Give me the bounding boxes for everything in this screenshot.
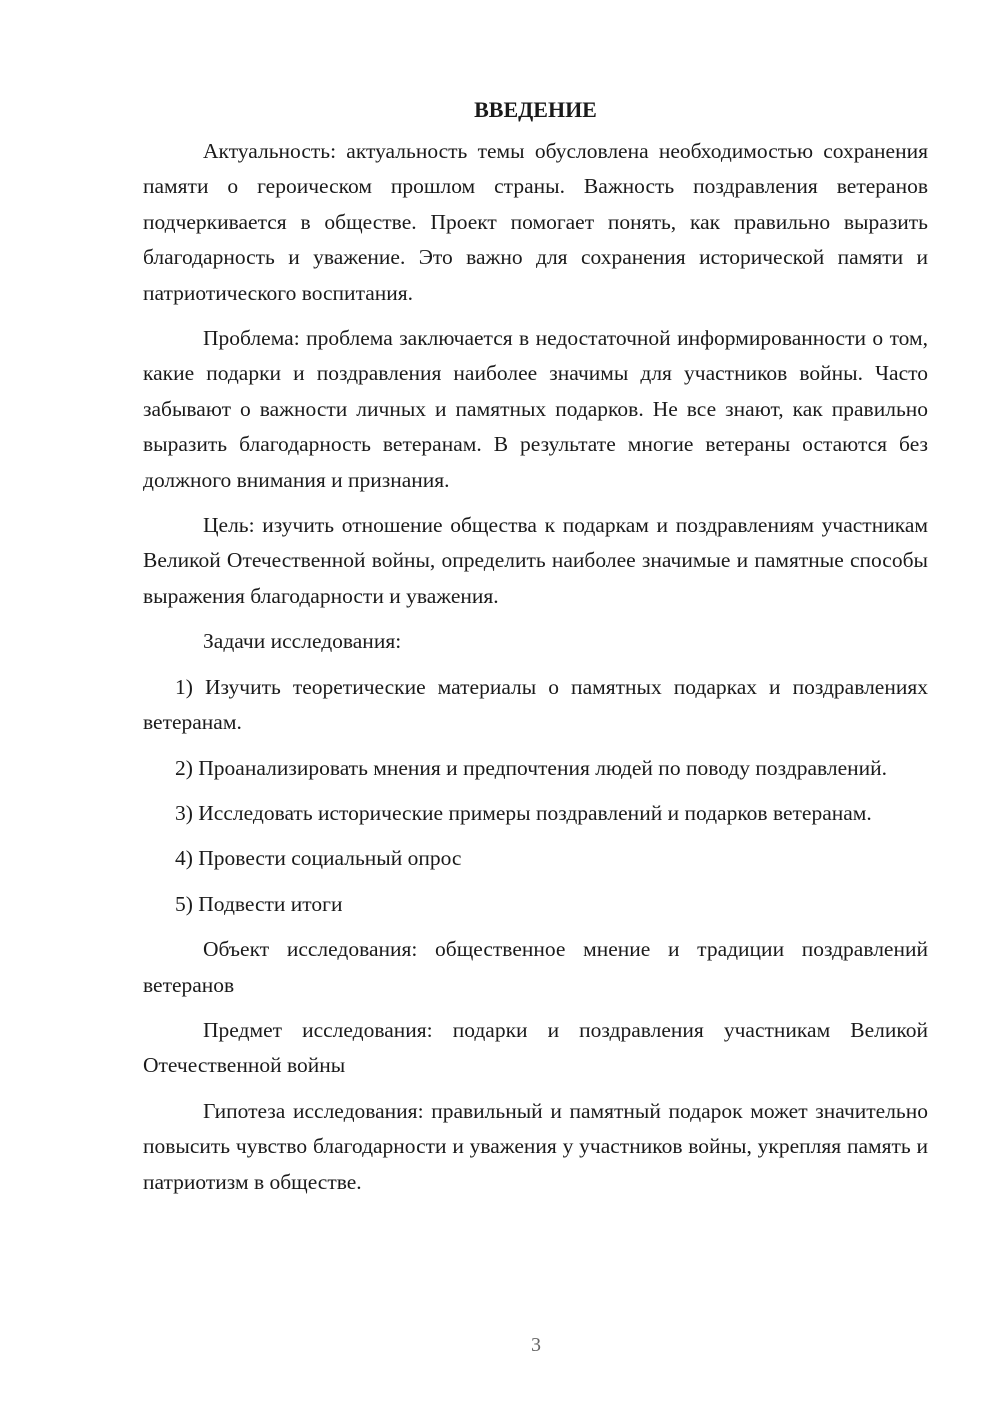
paragraph-object: Объект исследования: общественное мнение и традиции поздравлений ветеранов	[143, 937, 928, 997]
paragraph-hypothesis: Гипотеза исследования: правильный и памятный подарок может значительно повысить чувство благодарности и уважения у участников войны, укрепляя память и патриотизм в обществе.	[143, 1098, 928, 1194]
document-page	[143, 92, 928, 1200]
paragraph-relevance: Актуальность: актуальность темы обусловлена необходимостью сохранения памяти о героическом прошлом страны. Важность поздравления ветеранов подчеркивается в обществе. Проект помогает понять, как правильно выразить благодарность и уважение. Это важно для сохранения исторической памяти и патриотического воспитания.	[143, 139, 928, 305]
list-item-task-1: 1) Изучить теоретические материалы о памятных подарках и поздравлениях ветеранам.	[143, 674, 928, 735]
paragraph-problem: Проблема: проблема заключается в недостаточной информированности о том, какие подарки и поздравления наиболее значимы для участников войны. Часто забывают о важности личных и памятных подарков. Не все знают, как правильно выразить благодарность ветеранам. В результате многие ветераны остаются без должного внимания и признания.	[143, 326, 928, 492]
page-title: ВВЕДЕНИЕ	[474, 97, 597, 122]
paragraph-subject: Предмет исследования: подарки и поздравления участникам Великой Отечественной войны	[143, 1017, 928, 1078]
paragraph-goal: Цель: изучить отношение общества к подаркам и поздравлениям участникам Великой Отечественной войны, определить наиболее значимые и памятные способы выражения благодарности и уважения.	[143, 513, 928, 608]
list-item-task-2: 2) Проанализировать мнения и предпочтения людей по поводу поздравлений.	[175, 755, 888, 780]
paragraph-tasks-heading: Задачи исследования:	[203, 629, 402, 654]
list-item-task-3: 3) Исследовать исторические примеры поздравлений и подарков ветеранам.	[175, 800, 872, 825]
list-item-task-5: 5) Подвести итоги	[175, 891, 343, 916]
list-item-task-4: 4) Провести социальный опрос	[175, 846, 462, 871]
page-number: 3	[531, 1334, 541, 1356]
